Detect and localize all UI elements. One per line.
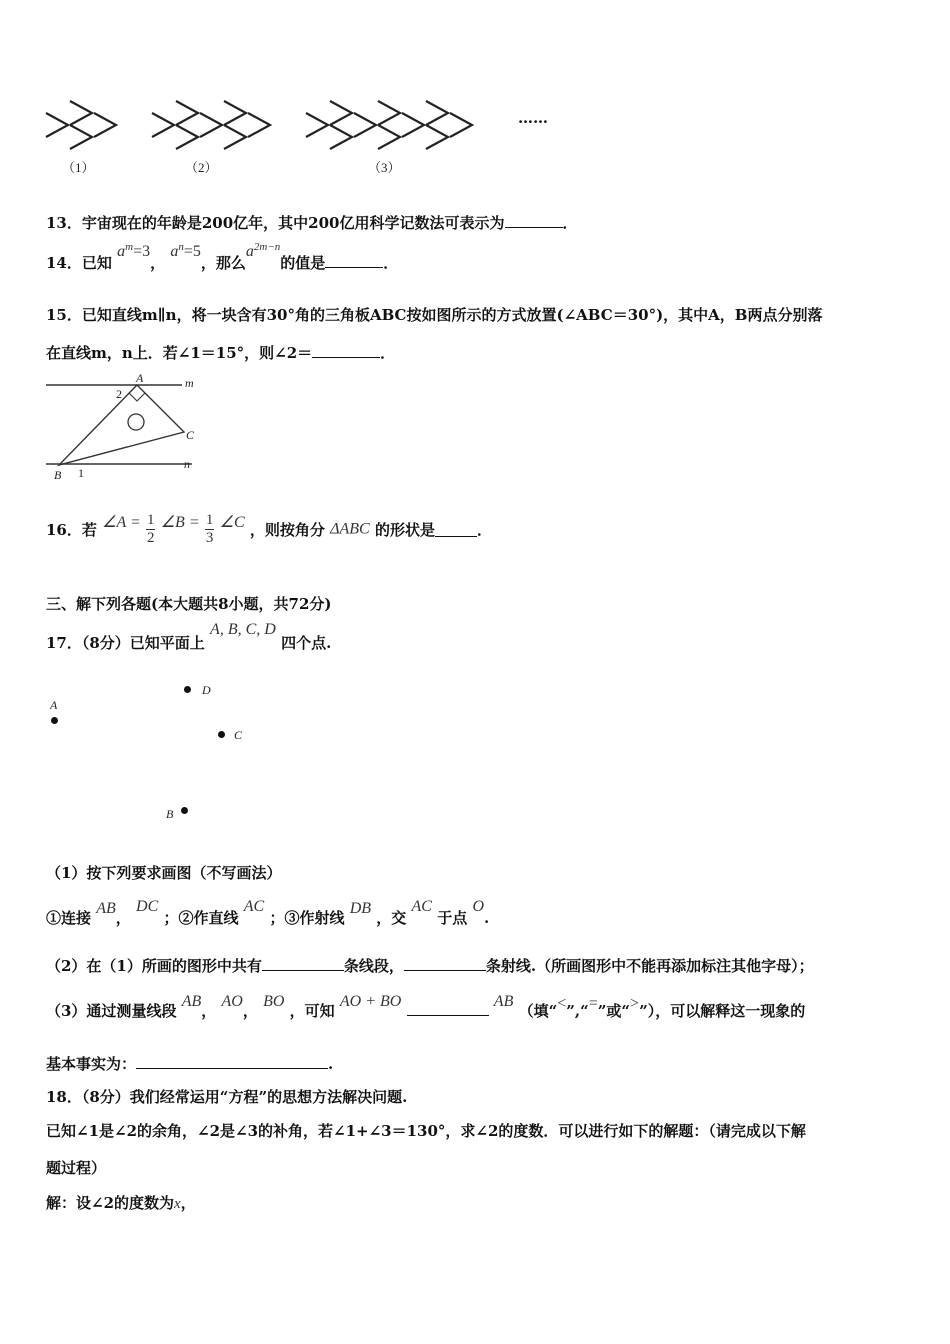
pattern-svg	[40, 95, 560, 185]
section-3-heading: 三、解下列各题(本大题共8小题，共72分)	[46, 595, 332, 613]
q17-sub3: （3）通过测量线段 AB， AO， BO ，可知 AO + BO AB （填“<”,“=”或“>”），可以解释这一现象的	[46, 993, 806, 1020]
question-18-line1: 已知∠1是∠2的余角，∠2是∠3的补角，若∠1+∠3＝130°，求∠2的度数．可以进行如下的解题：（请完成以下解	[46, 1122, 806, 1140]
q17-points-figure: A D C B	[50, 683, 243, 821]
q16-frac-2: $\frac{1}{3}$	[205, 512, 214, 546]
point-b	[181, 807, 188, 814]
q14-expr-an: $a^n=5$	[170, 241, 201, 260]
question-13: 13．宇宙现在的年龄是200亿年，其中200亿用科学记数法可表示为 ．	[46, 214, 578, 232]
point-a	[51, 717, 58, 724]
q16-frac-1: $\frac{1}{2}$	[146, 512, 155, 546]
triangle-hole	[128, 414, 144, 430]
question-15-line1: 15．已知直线m∥n，将一块含有30°角的三角板ABC按如图所示的方式放置(∠ABC＝30°)，其中A，B两点分别落	[46, 306, 823, 324]
q15-triangle-figure: A m 2 C n B 1	[44, 372, 214, 487]
q17-sub3-line2: 基本事实为： .	[46, 1055, 334, 1073]
pattern-1	[46, 101, 116, 149]
q14-expr-am: $a^m=3$	[117, 241, 151, 260]
pattern-ellipsis: ……	[518, 109, 548, 127]
question-15-line2: 在直线m，n上．若∠1＝15°，则∠2＝ ．	[46, 344, 396, 362]
question-16: 16．若 ∠A = $\frac{1}{2}$ ∠B = $\frac{1}{3}$ ∠C ，则按角分 ΔABC 的形状是 ．	[46, 512, 492, 546]
pattern-3	[306, 101, 472, 149]
pattern-label-1: （1）	[62, 160, 95, 175]
question-18-line2: 题过程）	[46, 1159, 107, 1177]
q14-expr-target: $a^{2m-n}$	[245, 241, 281, 260]
q15-answer-blank[interactable]	[312, 343, 380, 358]
q17-sub2: （2）在（1）所画的图形中共有 条线段， 条射线.（所画图形中不能再添加标注其他字母）；	[46, 957, 814, 975]
question-18-title: 18．（8分）我们经常运用“方程”的思想方法解决问题.	[46, 1088, 408, 1106]
right-angle-mark	[129, 393, 145, 401]
pattern-figure	[40, 95, 560, 185]
q14-answer-blank[interactable]	[325, 253, 383, 268]
q17-segments-blank[interactable]	[262, 956, 344, 971]
q16-answer-blank[interactable]	[435, 522, 477, 537]
pattern-2	[152, 101, 270, 149]
q13-text: 13．宇宙现在的年龄是200亿年，其中200亿用科学记数法可表示为	[46, 214, 505, 232]
q17-fact-blank[interactable]	[136, 1054, 328, 1069]
point-c	[218, 731, 225, 738]
question-18-solution: 解：设∠2的度数为x，	[46, 1194, 196, 1212]
point-d	[184, 686, 191, 693]
pattern-label-2: （2）	[185, 160, 218, 175]
pattern-label-3: （3）	[368, 160, 401, 175]
question-17-title: 17．（8分）已知平面上 A, B, C, D 四个点.	[46, 621, 332, 652]
q13-answer-blank[interactable]	[505, 213, 563, 228]
q17-sub1-heading: （1）按下列要求画图（不写画法）	[46, 864, 282, 882]
q17-sub1-instructions: ①连接 AB， DC ；②作直线 AC ；③作射线 DB ，交 AC 于点 O.	[46, 898, 490, 927]
q17-compare-blank[interactable]	[407, 1001, 489, 1016]
q17-rays-blank[interactable]	[404, 956, 486, 971]
question-14: 14．已知 $a^m=3$， $a^n=5$，那么$a^{2m-n}$的值是 ．	[46, 241, 399, 272]
q14-prefix: 14．已知	[46, 254, 112, 272]
